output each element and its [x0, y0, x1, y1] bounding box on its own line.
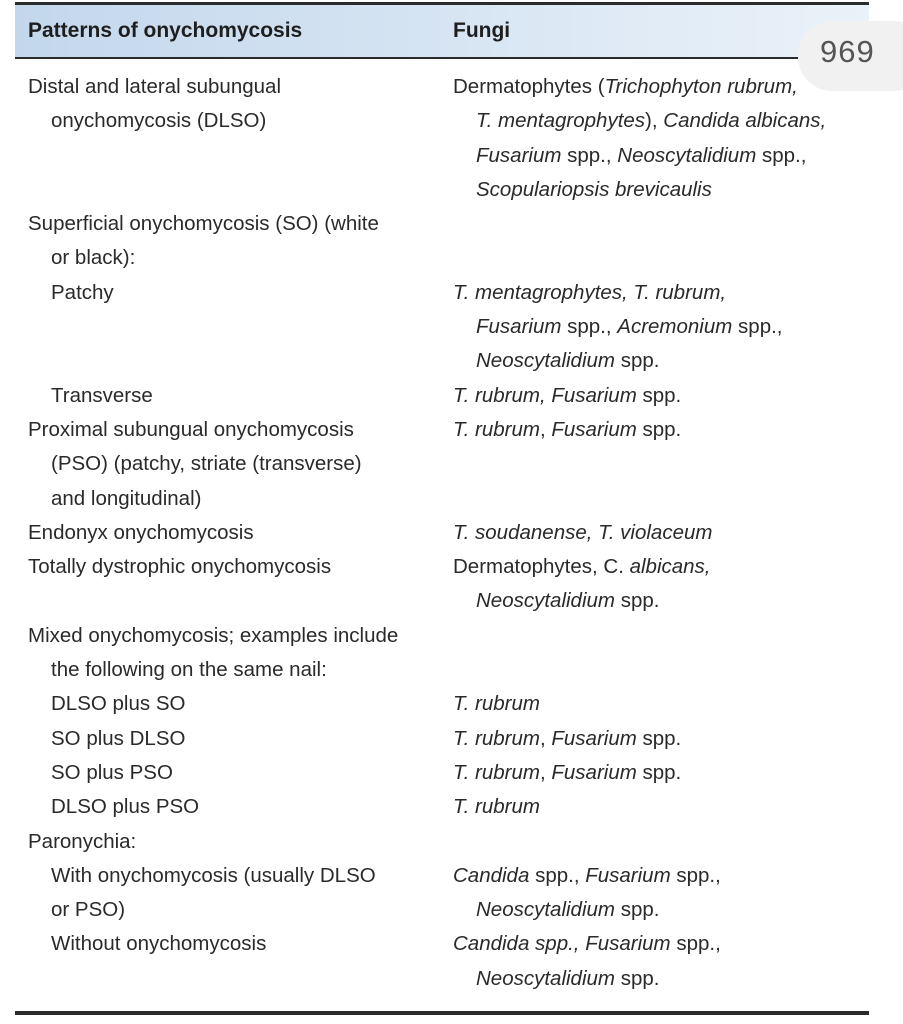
header-patterns: Patterns of onychomycosis: [28, 19, 303, 42]
fungi-cell: [440, 756, 869, 790]
fungi-text: [453, 139, 869, 173]
fungi-text: [453, 550, 869, 584]
table-row: [15, 70, 869, 207]
fungi-text-segment: spp.,: [670, 863, 721, 887]
fungi-text-segment: spp.,: [756, 143, 807, 167]
table-row: [15, 687, 869, 721]
fungi-text: [453, 927, 869, 961]
fungi-name-italic: Fusarium: [551, 760, 637, 784]
fungi-text-segment: spp.,: [670, 932, 721, 956]
fungi-text-segment: spp.: [636, 760, 682, 784]
fungi-cell: [440, 379, 869, 413]
pattern-text: Totally dystrophic onychomycosis: [28, 555, 332, 579]
fungi-text: [453, 687, 869, 721]
fungi-text-segment: spp.: [615, 966, 660, 990]
pattern-text: Patchy: [51, 280, 114, 304]
fungi-name-italic: Acremonium: [617, 315, 733, 339]
pattern-text: With onychomycosis (usually DLSO: [51, 863, 376, 887]
fungi-text-segment: ),: [645, 109, 664, 133]
fungi-text: [453, 962, 869, 996]
pattern-text: and longitudinal): [51, 486, 202, 510]
fungi-name-italic: Candida spp., Fusarium: [453, 932, 671, 956]
fungi-cell: [440, 825, 869, 859]
fungi-text-segment: ,: [539, 726, 552, 750]
pattern-text: Distal and lateral subungual: [28, 75, 281, 98]
pattern-cell: [15, 927, 440, 996]
table-row: [15, 379, 869, 413]
pattern-text: onychomycosis (DLSO): [51, 109, 267, 133]
fungi-text: [453, 790, 869, 824]
fungi-name-italic: Trichophyton rubrum,: [604, 75, 798, 98]
table-row: [15, 859, 869, 928]
page-number: 969: [820, 34, 875, 69]
table-row: [15, 927, 869, 996]
header-fungi: Fungi: [453, 19, 511, 42]
fungi-cell: [440, 859, 869, 928]
pattern-cell: [15, 70, 440, 207]
fungi-text-segment: spp.: [636, 726, 682, 750]
pattern-text: Endonyx onychomycosis: [28, 520, 254, 544]
fungi-name-italic: Candida: [453, 863, 530, 887]
pattern-text: Superficial onychomycosis (SO) (white: [28, 212, 379, 236]
fungi-name-italic: T. mentagrophytes: [476, 109, 646, 133]
fungi-name-italic: T. rubrum: [453, 795, 540, 819]
fungi-text: [453, 104, 869, 138]
fungi-text-segment: ,: [539, 760, 552, 784]
fungi-name-italic: T. rubrum: [453, 726, 540, 750]
fungi-text-segment: spp.: [636, 417, 682, 441]
fungi-name-italic: T. rubrum: [453, 760, 540, 784]
fungi-text-segment: spp.: [615, 898, 660, 922]
fungi-text-segment: Dermatophytes (: [453, 75, 605, 98]
pattern-cell: [15, 619, 440, 688]
pattern-text: Mixed onychomycosis; examples include: [28, 623, 399, 647]
fungi-name-italic: T. soudanense, T. violaceum: [453, 520, 713, 544]
onychomycosis-table: [15, 2, 869, 996]
fungi-cell: [440, 550, 869, 619]
fungi-name-italic: Neoscytalidium: [617, 143, 757, 167]
pattern-text: Paronychia:: [28, 829, 137, 853]
pattern-cell: [15, 276, 440, 379]
table-body: [15, 59, 869, 996]
fungi-text: [453, 859, 869, 893]
fungi-name-italic: T. rubrum: [453, 417, 540, 441]
table-row: [15, 756, 869, 790]
fungi-text: [453, 344, 869, 378]
fungi-text: [453, 173, 869, 207]
pattern-text: Transverse: [51, 383, 153, 407]
pattern-text: (PSO) (patchy, striate (transverse): [51, 452, 362, 476]
table-row: [15, 790, 869, 824]
pattern-text: DLSO plus SO: [51, 692, 186, 716]
fungi-text-segment: spp.: [636, 383, 682, 407]
pattern-text: SO plus DLSO: [51, 726, 186, 750]
table-row: [15, 722, 869, 756]
fungi-text-segment: Dermatophytes, C.: [453, 555, 630, 579]
pattern-text: Without onychomycosis: [51, 932, 267, 956]
fungi-cell: [440, 207, 869, 276]
fungi-text: [453, 584, 869, 618]
fungi-text: [453, 276, 869, 310]
fungi-name-italic: Fusarium: [476, 143, 562, 167]
fungi-text: [453, 310, 869, 344]
table-row: [15, 619, 869, 688]
fungi-name-italic: T. mentagrophytes, T. rubrum,: [453, 280, 727, 304]
pattern-cell: [15, 550, 440, 619]
fungi-name-italic: Neoscytalidium: [476, 349, 615, 373]
fungi-name-italic: albicans,: [629, 555, 711, 579]
pattern-cell: [15, 413, 440, 516]
fungi-name-italic: Candida albicans,: [663, 109, 827, 133]
fungi-name-italic: T. rubrum, Fusarium: [453, 383, 637, 407]
fungi-name-italic: Fusarium: [551, 726, 637, 750]
fungi-cell: [440, 516, 869, 550]
fungi-cell: [440, 927, 869, 996]
fungi-name-italic: Neoscytalidium: [476, 966, 615, 990]
fungi-cell: [440, 70, 869, 207]
fungi-cell: [440, 687, 869, 721]
pattern-text: or PSO): [51, 898, 126, 922]
pattern-cell: [15, 825, 440, 859]
fungi-name-italic: Scopulariopsis brevicaulis: [476, 177, 712, 201]
table-row: [15, 276, 869, 379]
pattern-cell: [15, 859, 440, 928]
fungi-text-segment: spp.,: [561, 315, 618, 339]
fungi-text-segment: spp.,: [732, 315, 783, 339]
fungi-text-segment: spp.,: [529, 863, 586, 887]
fungi-text: [453, 516, 869, 550]
fungi-cell: [440, 619, 869, 688]
pattern-cell: [15, 756, 440, 790]
fungi-cell: [440, 413, 869, 516]
pattern-text: DLSO plus PSO: [51, 795, 200, 819]
table-bottom-rule: [15, 1011, 869, 1015]
fungi-text: [453, 379, 869, 413]
fungi-text: [453, 893, 869, 927]
fungi-name-italic: Neoscytalidium: [476, 589, 615, 613]
fungi-cell: [440, 722, 869, 756]
fungi-cell: [440, 790, 869, 824]
table-row: [15, 413, 869, 516]
pattern-cell: [15, 516, 440, 550]
fungi-text-segment: spp.: [615, 349, 660, 373]
pattern-text: Proximal subungual onychomycosis: [28, 417, 354, 441]
fungi-cell: [440, 276, 869, 379]
fungi-text: [453, 413, 869, 447]
fungi-text: [453, 756, 869, 790]
table-header: [15, 5, 869, 57]
pattern-text: or black):: [51, 246, 136, 270]
pattern-text: SO plus PSO: [51, 760, 173, 784]
fungi-text-segment: ,: [539, 417, 552, 441]
fungi-name-italic: Neoscytalidium: [476, 898, 615, 922]
pattern-text: the following on the same nail:: [51, 658, 327, 682]
pattern-cell: [15, 379, 440, 413]
table-row: [15, 550, 869, 619]
fungi-name-italic: Fusarium: [551, 417, 637, 441]
fungi-name-italic: T. rubrum: [453, 692, 540, 716]
table-row: [15, 516, 869, 550]
pattern-cell: [15, 790, 440, 824]
pattern-cell: [15, 722, 440, 756]
pattern-cell: [15, 687, 440, 721]
fungi-text-segment: spp.: [615, 589, 660, 613]
table-row: [15, 825, 869, 859]
fungi-text: [453, 722, 869, 756]
pattern-cell: [15, 207, 440, 276]
fungi-text-segment: spp.,: [561, 143, 618, 167]
table-row: [15, 207, 869, 276]
fungi-name-italic: Fusarium: [476, 315, 562, 339]
fungi-name-italic: Fusarium: [585, 863, 671, 887]
